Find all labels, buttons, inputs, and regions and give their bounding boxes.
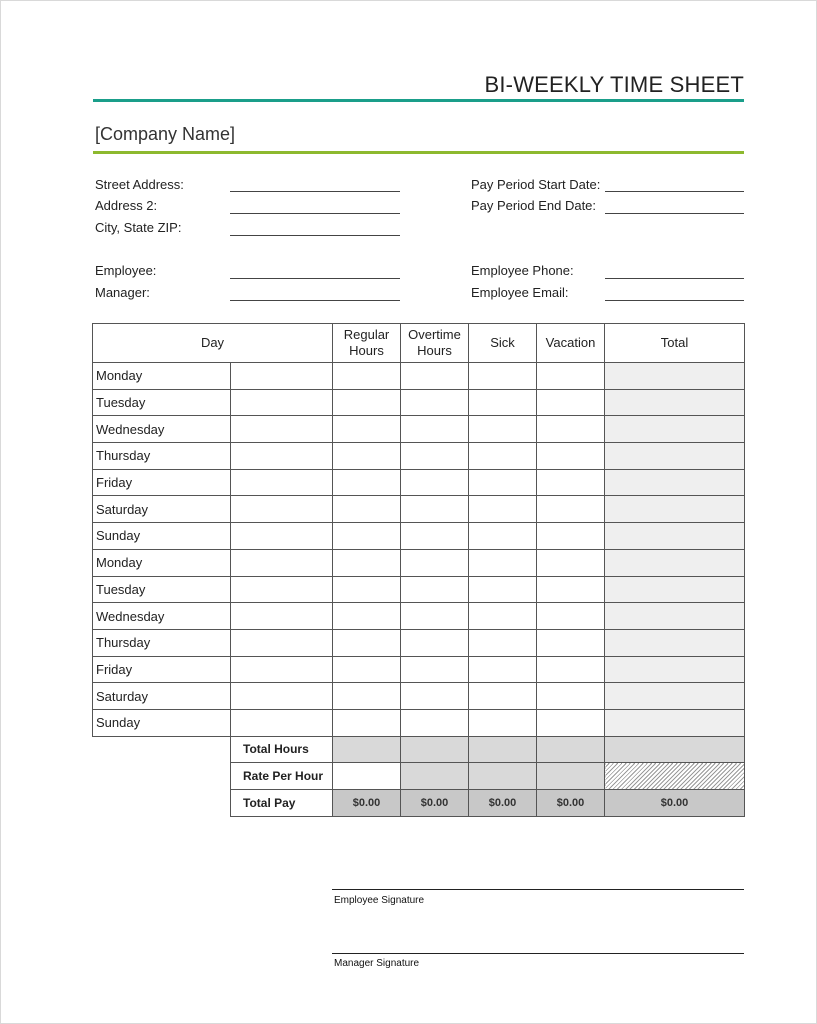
total-header: Total bbox=[605, 324, 745, 363]
address2-field[interactable] bbox=[230, 213, 400, 214]
total-hours-row-label: Total Hours bbox=[231, 736, 333, 763]
total-cell bbox=[605, 629, 745, 656]
rate-per-hour-row-label: Rate Per Hour bbox=[231, 763, 333, 790]
sick-cell[interactable] bbox=[469, 709, 537, 736]
blank-cell bbox=[93, 763, 231, 790]
date-cell[interactable] bbox=[231, 496, 333, 523]
day-name-cell: Monday bbox=[93, 549, 231, 576]
date-cell[interactable] bbox=[231, 443, 333, 470]
sick-cell[interactable] bbox=[469, 576, 537, 603]
total-hours-row bbox=[93, 736, 745, 763]
day-name-cell: Wednesday bbox=[93, 416, 231, 443]
sick-cell[interactable] bbox=[469, 496, 537, 523]
total-cell bbox=[605, 576, 745, 603]
date-cell[interactable] bbox=[231, 576, 333, 603]
pay-period-end-field[interactable] bbox=[605, 213, 744, 214]
vacation-header: Vacation bbox=[537, 324, 605, 363]
day-row bbox=[93, 549, 745, 576]
employee-signature-line[interactable] bbox=[332, 889, 744, 890]
vacation-cell[interactable] bbox=[537, 469, 605, 496]
overtime-hours-cell[interactable] bbox=[401, 709, 469, 736]
day-row bbox=[93, 656, 745, 683]
total-cell bbox=[605, 603, 745, 630]
day-row bbox=[93, 709, 745, 736]
regular-hours-cell[interactable] bbox=[333, 523, 401, 550]
day-row bbox=[93, 603, 745, 630]
day-name-cell: Thursday bbox=[93, 629, 231, 656]
sick-cell[interactable] bbox=[469, 523, 537, 550]
total-overtime-hours-cell bbox=[401, 736, 469, 763]
street-address-label: Street Address: bbox=[95, 177, 184, 192]
day-name-cell: Wednesday bbox=[93, 603, 231, 630]
regular-hours-cell[interactable] bbox=[333, 443, 401, 470]
total-cell bbox=[605, 683, 745, 710]
vacation-cell[interactable] bbox=[537, 443, 605, 470]
blank-cell bbox=[93, 790, 231, 817]
overtime-hours-cell[interactable] bbox=[401, 363, 469, 390]
street-address-field[interactable] bbox=[230, 191, 400, 192]
regular-hours-cell[interactable] bbox=[333, 416, 401, 443]
rate-total-hatched-cell bbox=[605, 763, 745, 790]
employee-signature-label: Employee Signature bbox=[334, 895, 425, 906]
header-row bbox=[93, 324, 745, 363]
total-cell bbox=[605, 496, 745, 523]
overtime-pay-cell: $0.00 bbox=[401, 790, 469, 817]
employee-email-label: Employee Email: bbox=[471, 285, 569, 300]
title-divider bbox=[93, 99, 744, 102]
vacation-cell[interactable] bbox=[537, 549, 605, 576]
date-cell[interactable] bbox=[231, 523, 333, 550]
rate-per-hour-row bbox=[93, 763, 745, 790]
vacation-cell[interactable] bbox=[537, 496, 605, 523]
employee-phone-label: Employee Phone: bbox=[471, 263, 574, 278]
regular-hours-cell[interactable] bbox=[333, 389, 401, 416]
day-row bbox=[93, 496, 745, 523]
total-cell bbox=[605, 389, 745, 416]
manager-label: Manager: bbox=[95, 285, 150, 300]
total-cell bbox=[605, 709, 745, 736]
date-cell[interactable] bbox=[231, 709, 333, 736]
day-name-cell: Saturday bbox=[93, 683, 231, 710]
regular-hours-cell[interactable] bbox=[333, 709, 401, 736]
day-row bbox=[93, 683, 745, 710]
city-state-zip-label: City, State ZIP: bbox=[95, 220, 182, 235]
total-cell bbox=[605, 549, 745, 576]
manager-signature-label: Manager Signature bbox=[334, 958, 420, 969]
page-title: BI-WEEKLY TIME SHEET bbox=[484, 72, 744, 97]
overtime-hours-header: Overtime Hours bbox=[401, 324, 469, 363]
sick-pay-cell: $0.00 bbox=[469, 790, 537, 817]
day-name-cell: Sunday bbox=[93, 523, 231, 550]
day-row bbox=[93, 469, 745, 496]
employee-field[interactable] bbox=[230, 278, 400, 279]
day-row bbox=[93, 523, 745, 550]
regular-hours-cell[interactable] bbox=[333, 363, 401, 390]
total-hours-total-cell bbox=[605, 736, 745, 763]
manager-field[interactable] bbox=[230, 300, 400, 301]
vacation-cell[interactable] bbox=[537, 416, 605, 443]
sick-cell[interactable] bbox=[469, 389, 537, 416]
city-state-zip-field[interactable] bbox=[230, 235, 400, 236]
vacation-cell[interactable] bbox=[537, 523, 605, 550]
sick-cell[interactable] bbox=[469, 549, 537, 576]
regular-pay-cell: $0.00 bbox=[333, 790, 401, 817]
day-name-cell: Friday bbox=[93, 656, 231, 683]
day-name-cell: Friday bbox=[93, 469, 231, 496]
sick-cell[interactable] bbox=[469, 656, 537, 683]
overtime-hours-cell[interactable] bbox=[401, 629, 469, 656]
vacation-cell[interactable] bbox=[537, 709, 605, 736]
vacation-cell[interactable] bbox=[537, 629, 605, 656]
regular-hours-cell[interactable] bbox=[333, 683, 401, 710]
total-vacation-cell bbox=[537, 736, 605, 763]
date-cell[interactable] bbox=[231, 549, 333, 576]
overtime-rate-cell bbox=[401, 763, 469, 790]
overtime-hours-cell[interactable] bbox=[401, 549, 469, 576]
total-pay-cell: $0.00 bbox=[605, 790, 745, 817]
overtime-hours-cell[interactable] bbox=[401, 496, 469, 523]
date-cell[interactable] bbox=[231, 363, 333, 390]
regular-hours-cell[interactable] bbox=[333, 576, 401, 603]
overtime-hours-cell[interactable] bbox=[401, 576, 469, 603]
overtime-hours-cell[interactable] bbox=[401, 389, 469, 416]
day-name-cell: Tuesday bbox=[93, 389, 231, 416]
overtime-hours-cell[interactable] bbox=[401, 443, 469, 470]
regular-hours-cell[interactable] bbox=[333, 603, 401, 630]
date-cell[interactable] bbox=[231, 683, 333, 710]
sick-cell[interactable] bbox=[469, 683, 537, 710]
day-header: Day bbox=[93, 324, 333, 363]
total-cell bbox=[605, 656, 745, 683]
date-cell[interactable] bbox=[231, 389, 333, 416]
company-divider bbox=[93, 151, 744, 154]
vacation-cell[interactable] bbox=[537, 656, 605, 683]
manager-signature-line[interactable] bbox=[332, 953, 744, 954]
vacation-pay-cell: $0.00 bbox=[537, 790, 605, 817]
vacation-rate-cell bbox=[537, 763, 605, 790]
regular-rate-input[interactable] bbox=[333, 763, 401, 790]
vacation-cell[interactable] bbox=[537, 363, 605, 390]
blank-cell bbox=[93, 736, 231, 763]
total-pay-row-label: Total Pay bbox=[231, 790, 333, 817]
total-regular-hours-cell bbox=[333, 736, 401, 763]
total-cell bbox=[605, 469, 745, 496]
employee-email-field[interactable] bbox=[605, 300, 744, 301]
vacation-cell[interactable] bbox=[537, 389, 605, 416]
total-cell bbox=[605, 363, 745, 390]
overtime-hours-cell[interactable] bbox=[401, 683, 469, 710]
regular-hours-cell[interactable] bbox=[333, 496, 401, 523]
date-cell[interactable] bbox=[231, 629, 333, 656]
sick-header: Sick bbox=[469, 324, 537, 363]
total-pay-row bbox=[93, 790, 745, 817]
regular-hours-cell[interactable] bbox=[333, 549, 401, 576]
day-name-cell: Saturday bbox=[93, 496, 231, 523]
sick-rate-cell bbox=[469, 763, 537, 790]
overtime-hours-cell[interactable] bbox=[401, 523, 469, 550]
day-row bbox=[93, 416, 745, 443]
regular-hours-header: Regular Hours bbox=[333, 324, 401, 363]
date-cell[interactable] bbox=[231, 603, 333, 630]
sick-cell[interactable] bbox=[469, 443, 537, 470]
total-cell bbox=[605, 416, 745, 443]
overtime-hours-cell[interactable] bbox=[401, 656, 469, 683]
company-name[interactable]: [Company Name] bbox=[95, 124, 236, 144]
day-name-cell: Monday bbox=[93, 363, 231, 390]
vacation-cell[interactable] bbox=[537, 683, 605, 710]
date-cell[interactable] bbox=[231, 656, 333, 683]
vacation-cell[interactable] bbox=[537, 603, 605, 630]
overtime-hours-cell[interactable] bbox=[401, 416, 469, 443]
total-sick-cell bbox=[469, 736, 537, 763]
total-cell bbox=[605, 443, 745, 470]
employee-label: Employee: bbox=[95, 263, 157, 278]
day-name-cell: Thursday bbox=[93, 443, 231, 470]
day-row bbox=[93, 576, 745, 603]
total-cell bbox=[605, 523, 745, 550]
timesheet-table bbox=[92, 323, 745, 817]
employee-phone-field[interactable] bbox=[605, 278, 744, 279]
day-row bbox=[93, 443, 745, 470]
sick-cell[interactable] bbox=[469, 603, 537, 630]
date-cell[interactable] bbox=[231, 416, 333, 443]
day-row bbox=[93, 629, 745, 656]
sick-cell[interactable] bbox=[469, 469, 537, 496]
day-row bbox=[93, 389, 745, 416]
pay-period-start-label: Pay Period Start Date: bbox=[471, 177, 601, 192]
vacation-cell[interactable] bbox=[537, 576, 605, 603]
sick-cell[interactable] bbox=[469, 416, 537, 443]
overtime-hours-cell[interactable] bbox=[401, 603, 469, 630]
date-cell[interactable] bbox=[231, 469, 333, 496]
day-name-cell: Sunday bbox=[93, 709, 231, 736]
pay-period-end-label: Pay Period End Date: bbox=[471, 198, 597, 213]
sick-cell[interactable] bbox=[469, 629, 537, 656]
pay-period-start-field[interactable] bbox=[605, 191, 744, 192]
sick-cell[interactable] bbox=[469, 363, 537, 390]
regular-hours-cell[interactable] bbox=[333, 469, 401, 496]
regular-hours-cell[interactable] bbox=[333, 629, 401, 656]
overtime-hours-cell[interactable] bbox=[401, 469, 469, 496]
day-name-cell: Tuesday bbox=[93, 576, 231, 603]
regular-hours-cell[interactable] bbox=[333, 656, 401, 683]
address2-label: Address 2: bbox=[95, 198, 158, 213]
day-row bbox=[93, 363, 745, 390]
